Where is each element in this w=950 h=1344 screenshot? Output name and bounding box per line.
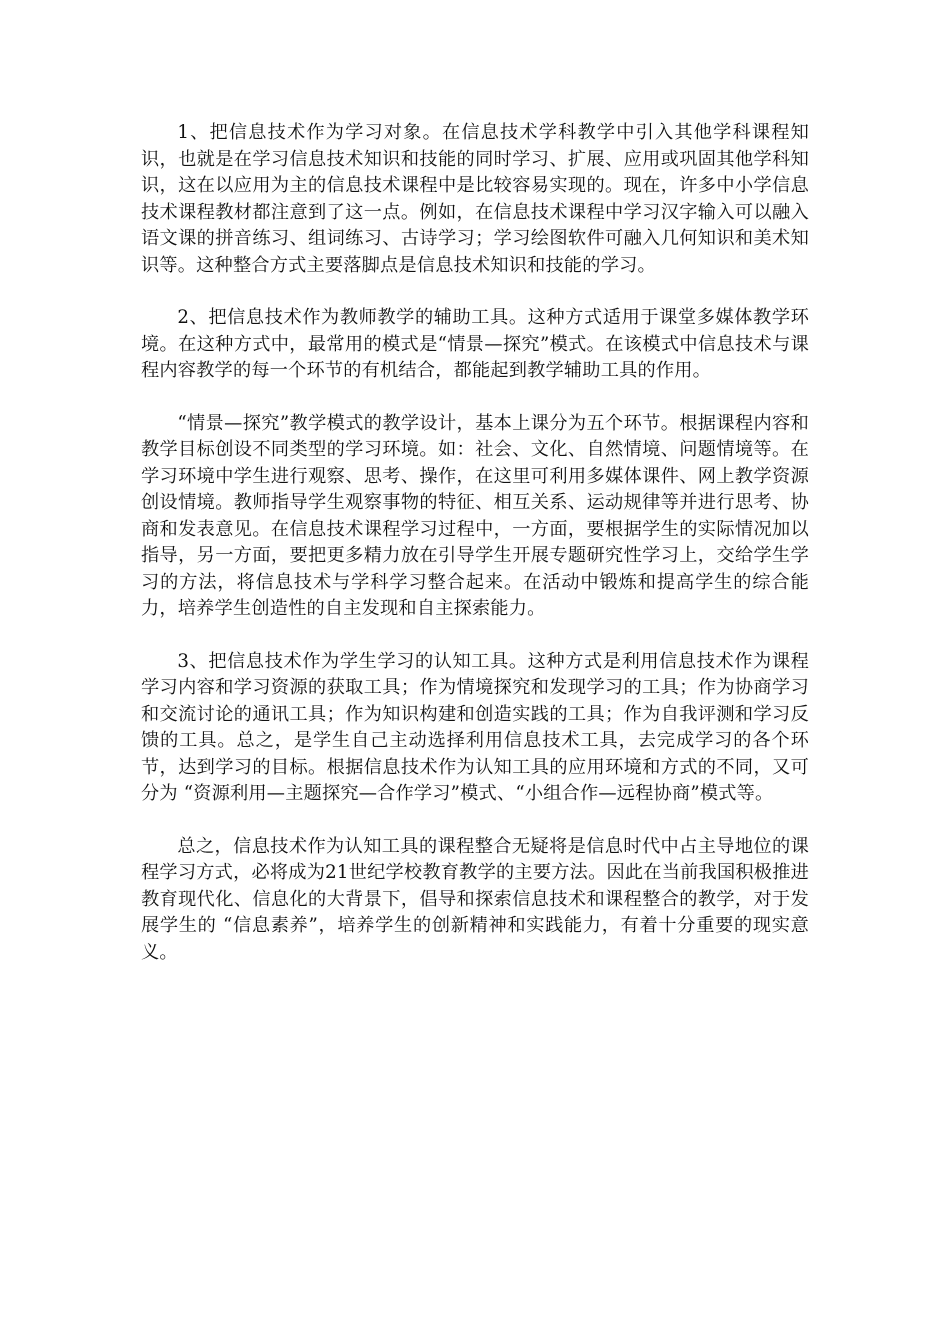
- document-body: [141, 120, 809, 992]
- paragraph-conclusion: 总之，信息技术作为认知工具的课程整合无疑将是信息时代中占主导地位的课程学习方式，必将成为21世纪学校教育教学的主要方法。因此在当前我国积极推进教育现代化、信息化的大背景下，倡导和探索信息技术和课程整合的教学，对于发展学生的 “信息素养”，培养学生的创新精神和实践能力，有着十分重要的现实意义。: [141, 835, 809, 963]
- paragraph-situation-inquiry: “情景—探究”教学模式的教学设计，基本上课分为五个环节。根据课程内容和教学目标创设不同类型的学习环境。如：社会、文化、自然情境、问题情境等。在学习环境中学生进行观察、思考、操作，在这里可利用多媒体课件、网上教学资源创设情境。教师指导学生观察事物的特征、相互关系、运动规律等并进行思考、协商和发表意见。在信息技术课程学习过程中，一方面，要根据学生的实际情况加以指导，另一方面，要把更多精力放在引导学生开展专题研究性学习上，交给学生学习的方法，将信息技术与学科学习整合起来。在活动中锻炼和提高学生的综合能力，培养学生创造性的自主发现和自主探索能力。: [141, 412, 809, 619]
- paragraph-learning-object: 1、把信息技术作为学习对象。在信息技术学科教学中引入其他学科课程知识，也就是在学习信息技术知识和技能的同时学习、扩展、应用或巩固其他学科知识，这在以应用为主的信息技术课程中是比较容易实现的。现在，许多中小学信息技术课程教材都注意到了这一点。例如，在信息技术课程中学习汉字输入可以融入语文课的拼音练习、组词练习、古诗学习；学习绘图软件可融入几何知识和美术知识等。这种整合方式主要落脚点是信息技术知识和技能的学习。: [141, 122, 809, 276]
- paragraph-teaching-aid: 2、把信息技术作为教师教学的辅助工具。这种方式适用于课堂多媒体教学环境。在这种方式中，最常用的模式是“情景—探究”模式。在该模式中信息技术与课程内容教学的每一个环节的有机结合，都能起到教学辅助工具的作用。: [141, 307, 809, 381]
- paragraph-cognitive-tool: 3、把信息技术作为学生学习的认知工具。这种方式是利用信息技术作为课程学习内容和学习资源的获取工具；作为情境探究和发现学习的工具；作为协商学习和交流讨论的通讯工具；作为知识构建和创造实践的工具；作为自我评测和学习反馈的工具。总之，是学生自己主动选择利用信息技术工具，去完成学习的各个环节，达到学习的目标。根据信息技术作为认知工具的应用环境和方式的不同，又可分为 “资源利用—主题探究—合作学习”模式、“小组合作—远程协商”模式等。: [141, 650, 809, 804]
